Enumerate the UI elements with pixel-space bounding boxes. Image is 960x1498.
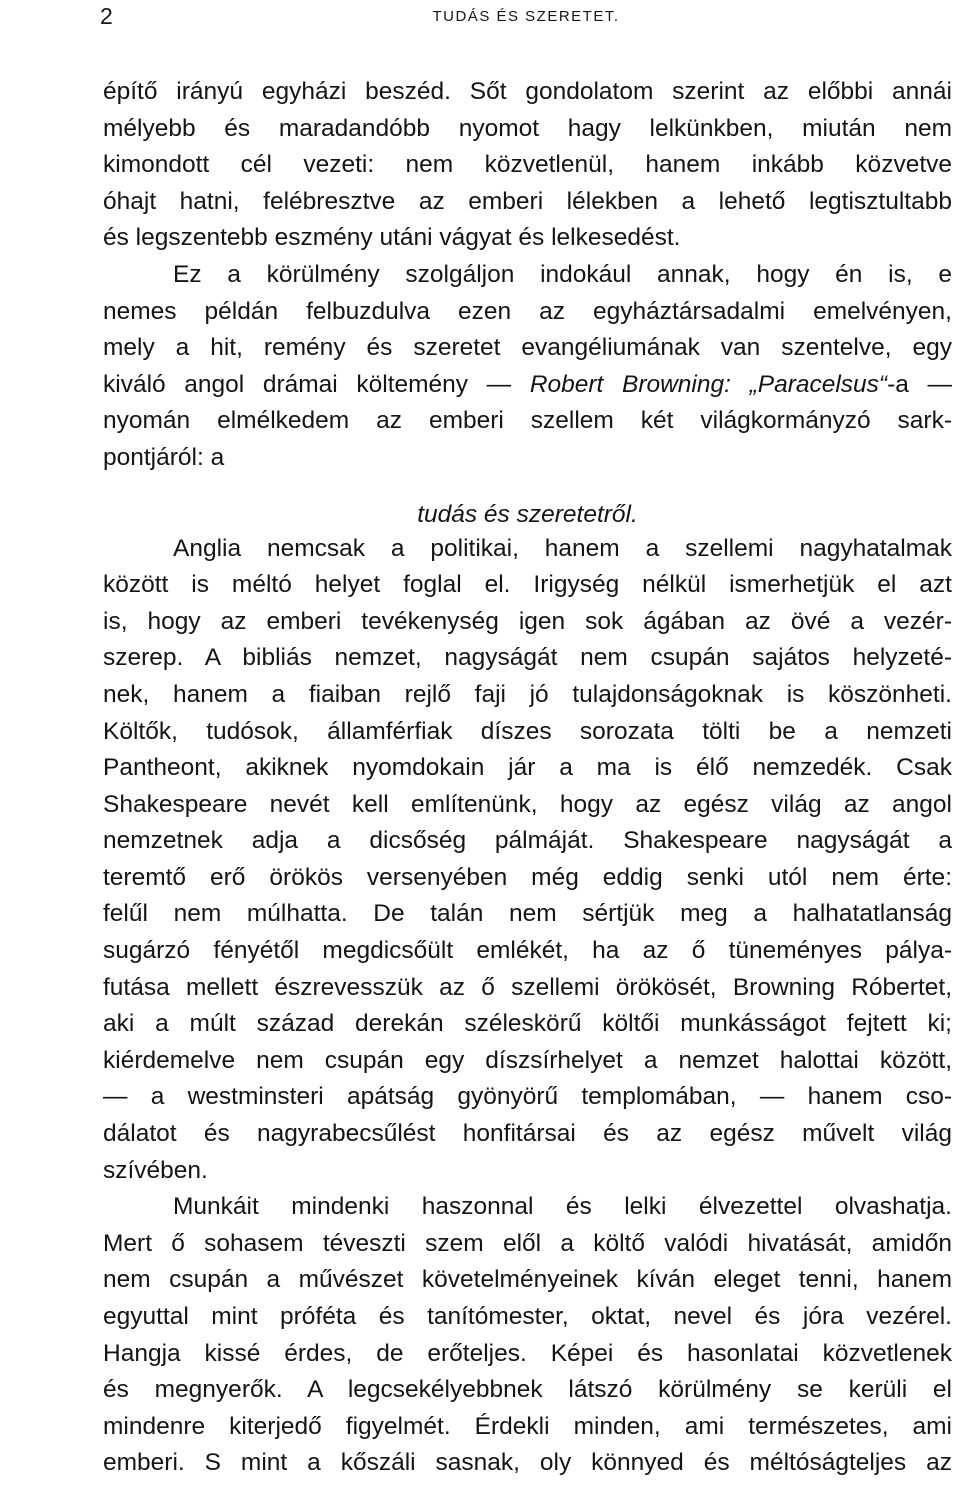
- line-text: felűl nem múlhatta. De talán nem sértjük meg a halhatatlanság: [103, 900, 952, 928]
- line-text: kiváló angol drámai költemény —: [103, 370, 530, 398]
- line-text: futása mellett észrevesszük az ő szellemi örökösét, Browning Róbertet,: [103, 973, 952, 1001]
- page-header: [100, 4, 952, 28]
- text-line: [103, 1116, 952, 1153]
- text-line: [103, 860, 952, 897]
- line-text: kimondott cél vezeti: nem közvetlenül, hanem inkább közvetve: [103, 151, 952, 179]
- line-text-after: -a —: [887, 370, 952, 398]
- line-text: és legszentebb eszmény utáni vágyat és lelkesedést.: [103, 224, 681, 252]
- text-line: [103, 1445, 952, 1482]
- page-number: 2: [100, 3, 113, 29]
- line-text: szívében.: [103, 1156, 208, 1184]
- line-text: mely a hit, remény és szeretet evangéliumának van szentelve, egy: [103, 334, 952, 362]
- line-text: is, hogy az emberi tevékenység igen sok ágában az övé a vezér-: [103, 607, 952, 635]
- text-line: [103, 1226, 952, 1263]
- line-text: nemes példán felbuzdulva ezen az egyháztársadalmi emelvényen,: [103, 297, 952, 325]
- text-line: [103, 74, 952, 111]
- line-text: Mert ő sohasem téveszti szem elől a költő valódi hivatását, amidőn: [103, 1229, 952, 1257]
- line-text: és megnyerők. A legcsekélyebbnek látszó körülmény se kerüli el: [103, 1376, 952, 1404]
- text-line: [103, 1372, 952, 1409]
- text-line: [103, 294, 952, 331]
- text-line: [103, 896, 952, 933]
- text-line: [103, 111, 952, 148]
- line-text: nemzetnek adja a dicsőség pálmáját. Shakespeare nagyságát a: [103, 827, 952, 855]
- line-text: nek, hanem a fiaiban rejlő faji jó tulajdonságoknak is köszönheti.: [103, 680, 952, 708]
- text-line: [103, 567, 952, 604]
- text-line: [103, 1006, 952, 1043]
- running-head: TUDÁS ÉS SZERETET.: [432, 8, 620, 25]
- line-text: nyomán elmélkedem az emberi szellem két világkormányzó sark-: [103, 407, 952, 435]
- line-text: között is méltó helyet foglal el. Irigység nélkül ismerhetjük el azt: [103, 571, 952, 599]
- text-line: [103, 257, 952, 294]
- line-text: kiérdemelve nem csupán egy díszsírhelyet a nemzet halottai között,: [103, 1046, 952, 1074]
- line-text: tudás és szeretetről.: [417, 500, 638, 528]
- text-line: [103, 787, 952, 824]
- text-line: [103, 220, 952, 257]
- line-text: Pantheont, akiknek nyomdokain jár a ma is élő nemzedék. Csak: [103, 754, 952, 782]
- line-text: Ez a körülmény szolgáljon indokául annak, hogy én is, e: [173, 260, 952, 288]
- line-text: mélyebb és maradandóbb nyomot hagy lelkünkben, miután nem: [103, 114, 952, 142]
- text-line: [103, 750, 952, 787]
- text-line: [103, 403, 952, 440]
- text-line: [103, 1153, 952, 1190]
- line-text: pontjáról: a: [103, 443, 225, 471]
- text-line: [103, 1189, 952, 1226]
- text-line: [103, 367, 952, 404]
- line-text: nem csupán a művészet követelményeinek kíván eleget tenni, hanem: [103, 1266, 952, 1294]
- italic-title: Robert Browning: „Paracelsus“: [529, 370, 888, 398]
- line-text: egyuttal mint próféta és tanítómester, oktat, nevel és jóra vezérel.: [103, 1303, 952, 1330]
- text-line: [103, 604, 952, 641]
- line-text: mindenre kiterjedő figyelmét. Érdekli minden, ami természetes, ami: [103, 1412, 952, 1440]
- line-text: teremtő erő örökös versenyében még eddig senki utól nem érte:: [103, 863, 952, 891]
- line-text: Shakespeare nevét kell említenünk, hogy az egész világ az angol: [103, 790, 952, 818]
- line-text: — a westminsteri apátság gyönyörű templomában, — hanem cso-: [103, 1083, 952, 1111]
- text-line: [103, 1043, 952, 1080]
- line-text: emberi. S mint a kőszáli sasnak, oly könnyed és méltóságteljes az: [103, 1449, 952, 1477]
- text-line: [103, 531, 952, 568]
- text-line: [103, 1299, 952, 1336]
- text-line: [103, 1079, 952, 1116]
- line-text: építő irányú egyházi beszéd. Sőt gondolatom szerint az előbbi annái: [103, 78, 952, 105]
- text-line: [103, 440, 952, 477]
- text-line: [103, 823, 952, 860]
- line-text: aki a múlt század derekán széleskörű költői munkásságot fejtett ki;: [103, 1010, 952, 1038]
- line-text: Anglia nemcsak a politikai, hanem a szellemi nagyhatalmak: [173, 534, 952, 562]
- text-line: [103, 184, 952, 221]
- text-line: [103, 933, 952, 970]
- line-text: szerep. A bibliás nemzet, nagyságát nem csupán sajátos helyzeté-: [103, 644, 952, 672]
- text-line: [103, 677, 952, 714]
- line-text: dálatot és nagyrabecsűlést honfitársai és az egész művelt világ: [103, 1120, 952, 1148]
- text-line: [103, 714, 952, 751]
- section-heading: [103, 477, 952, 531]
- line-text: Hangja kissé érdes, de erőteljes. Képei és hasonlatai közvetlenek: [103, 1339, 952, 1367]
- text-line: [103, 330, 952, 367]
- text-line: [103, 970, 952, 1007]
- text-line: [103, 640, 952, 677]
- line-text: Munkáit mindenki haszonnal és lelki élvezettel olvashatja.: [173, 1193, 952, 1221]
- text-line: [103, 1262, 952, 1299]
- text-line: [103, 147, 952, 184]
- line-text: óhajt hatni, felébresztve az emberi lélekben a lehető legtisztultabb: [103, 187, 952, 215]
- text-line: [103, 1336, 952, 1373]
- text-line: [103, 1409, 952, 1446]
- line-text: sugárzó fényétől megdicsőült emlékét, ha az ő tüneményes pálya-: [103, 937, 952, 965]
- line-text: Költők, tudósok, államférfiak díszes sorozata tölti be a nemzeti: [103, 717, 952, 745]
- body-text: [103, 74, 952, 1482]
